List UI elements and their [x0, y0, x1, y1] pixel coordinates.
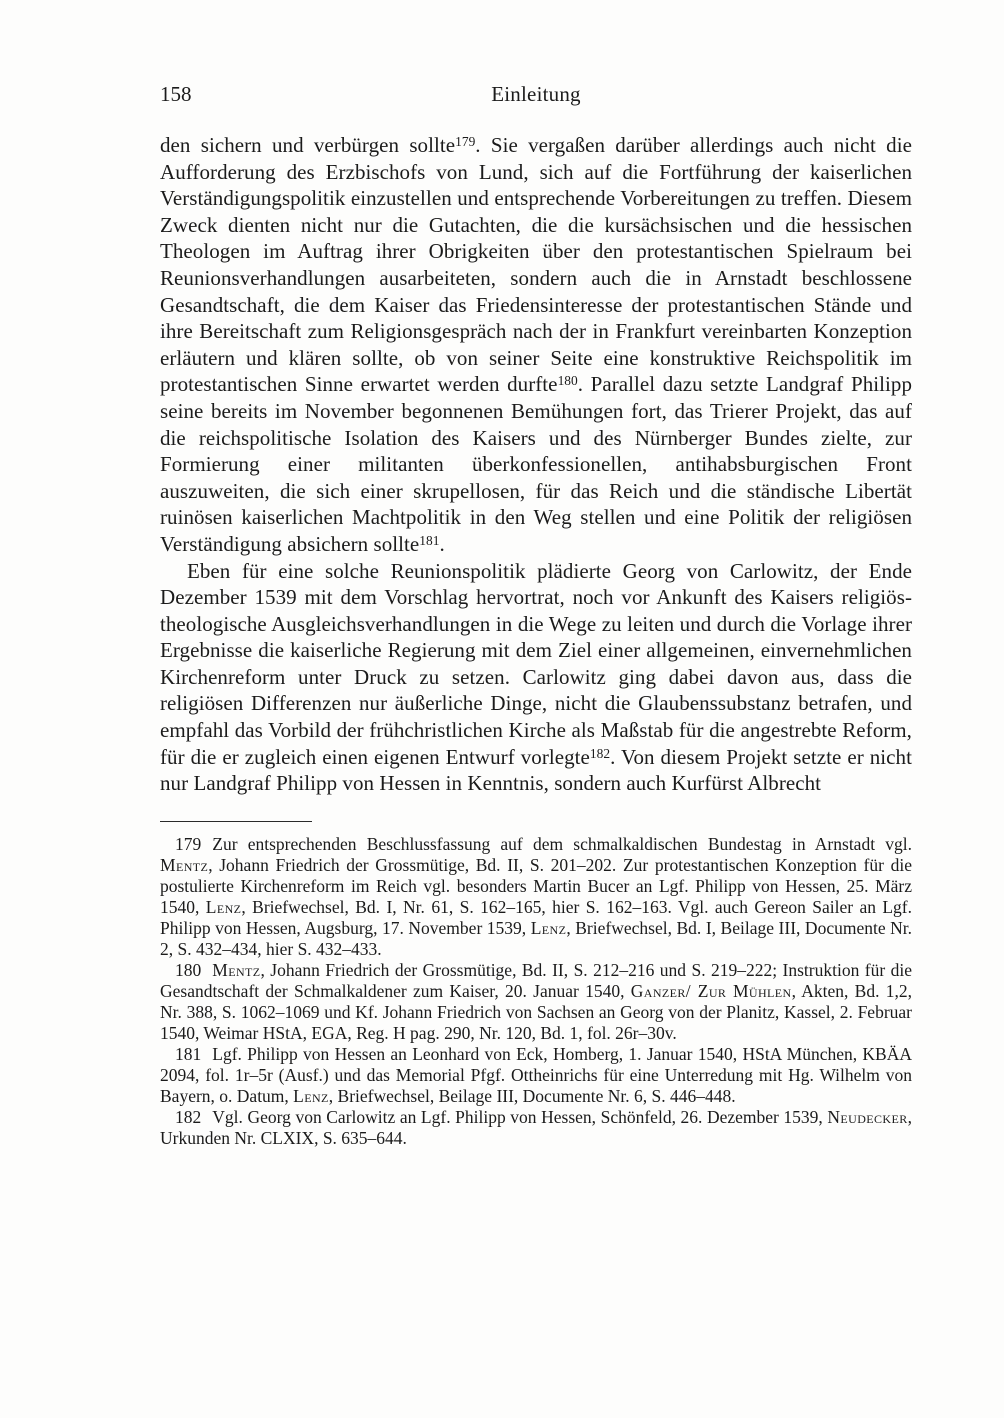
footnote	[160, 960, 912, 1044]
smallcaps-name: Lenz	[530, 917, 567, 938]
smallcaps-name: Lenz	[205, 896, 242, 917]
footnotes-section	[160, 834, 912, 1149]
footnote-text: Zur entsprechenden Beschlussfassung auf dem schmalkaldischen Bundestag in Arnstadt vgl. Mentz, Johann Friedrich der Grossmütige, Bd. II, S. 201–202. Zur protestantischen Konzeption für die postulierte Kirchenreform im Reich vgl. besonders Martin Bucer an Lgf. Philipp von Hessen, 25. März 1540, Lenz, Briefwechsel, Bd. I, Nr. 61, S. 162–165, hier S. 162–163. Vgl. auch Gereon Sailer an Lgf. Philipp von Hessen, Augsburg, 17. November 1539, Lenz, Briefwechsel, Bd. I, Beilage III, Documente Nr. 2, S. 432–434, hier S. 432–433.	[160, 833, 913, 959]
footnote	[160, 1044, 912, 1107]
paragraph: den sichern und verbürgen sollte$^{179}$. Sie vergaßen darüber allerdings auch nicht die Aufforderung des Erzbischofs von Lund, sich auf die Fortführung der kaiserlichen Verständigungspolitik einzustellen und entsprechende Vorbereitungen zu treffen. Diesem Zweck dienten nicht nur die Gutachten, die die kursächsischen und die hessischen Theologen im Auftrag ihrer Obrigkeiten über den protestantischen Spielraum bei Reunionsverhandlungen ausarbeiteten, sondern auch die in Arnstadt beschlossene Gesandtschaft, die dem Kaiser das Friedensinteresse der protestantischen Stände und ihre Bereitschaft zum Religionsgespräch nach der in Frankfurt vereinbarten Konzeption erläutern und klären sollte, ob von seiner Seite eine konstruktive Reichspolitik im protestantischen Sinne erwartet werden durfte$^{180}$. Parallel dazu setzte Landgraf Philipp seine bereits im November begonnenen Bemühungen fort, das Trierer Projekt, das auf die reichspolitische Isolation des Kaisers und des Nürnberger Bundes zielte, zur Formierung einer militanten überkonfessionellen, antihabsburgischen Front auszuweiten, die sich einer skrupellosen, für das Reich und die ständische Libertät ruinösen kaiserlichen Machtpolitik in den Weg stellen und eine Politik der religiösen Verständigung absichern sollte$^{181}$.	[160, 133, 912, 556]
footnote	[160, 834, 912, 960]
footnote-text: Vgl. Georg von Carlowitz an Lgf. Philipp von Hessen, Schönfeld, 26. Dezember 1539, Neudecker, Urkunden Nr. CLXIX, S. 635–644.	[160, 1106, 912, 1148]
footnote-number: 182	[175, 1106, 202, 1127]
footnote-number: 181	[175, 1043, 202, 1064]
footnote	[160, 1107, 912, 1149]
smallcaps-name: Lenz	[293, 1085, 329, 1106]
footnote-ref: 181	[419, 532, 440, 548]
running-head: Einleitung	[491, 82, 581, 106]
footnote-ref: 179	[455, 133, 476, 149]
footnote-separator	[160, 821, 312, 822]
smallcaps-name: Mentz	[160, 854, 209, 875]
footnote-number: 180	[175, 959, 202, 980]
footnote-ref: 182	[589, 745, 611, 761]
footnote-text: Lgf. Philipp von Hessen an Leonhard von Eck, Homberg, 1. Januar 1540, HStA München, KBÄA 2094, fol. 1r–5r (Ausf.) und das Memorial Pfgf. Ottheinrichs für eine Unterredung mit Hg. Wilhelm von Bayern, o. Datum, Lenz, Briefwechsel, Beilage III, Documente Nr. 6, S. 446–448.	[160, 1043, 912, 1106]
smallcaps-name: Neudecker	[827, 1106, 908, 1127]
footnote-ref: 180	[557, 373, 578, 389]
smallcaps-name: Ganzer/ Zur Mühlen	[630, 980, 792, 1001]
footnote-text: Mentz, Johann Friedrich der Grossmütige, Bd. II, S. 212–216 und S. 219–222; Instruktion für die Gesandtschaft der Schmalkaldener zum Kaiser, 20. Januar 1540, Ganzer/ Zur Mühlen, Akten, Bd. 1,2, Nr. 388, S. 1062–1069 und Kf. Johann Friedrich von Sachsen an Georg von der Planitz, Kassel, 2. Februar 1540, Weimar HStA, EGA, Reg. H pag. 290, Nr. 120, Bd. 1, fol. 26r–30v.	[160, 959, 913, 1043]
paragraph: Eben für eine solche Reunionspolitik plädierte Georg von Carlowitz, der Ende Dezember 1539 mit dem Vorschlag hervortrat, noch vor Ankunft des Kaisers religiös-theologische Ausgleichsverhandlungen in die Wege zu leiten und durch die Vorlage ihrer Ergebnisse die kaiserliche Regierung mit dem Ziel einer allgemeinen, einvernehmlichen Kirchenreform unter Druck zu setzen. Carlowitz ging dabei davon aus, dass die religiösen Differenzen nur äußerliche Dinge, nicht die Glaubenssubstanz betrafen, und empfahl das Vorbild der frühchristlichen Kirche als Maßstab für die angestrebte Reform, für die er zugleich einen eigenen Entwurf vorlegte$^{182}$. Von diesem Projekt setzte er nicht nur Landgraf Philipp von Hessen in Kenntnis, sondern auch Kurfürst Albrecht	[160, 558, 912, 796]
footnote-number: 179	[175, 833, 202, 854]
body-text	[160, 132, 912, 797]
page-number: 158	[160, 82, 192, 106]
smallcaps-name: Mentz	[212, 959, 261, 980]
running-header	[160, 82, 912, 110]
